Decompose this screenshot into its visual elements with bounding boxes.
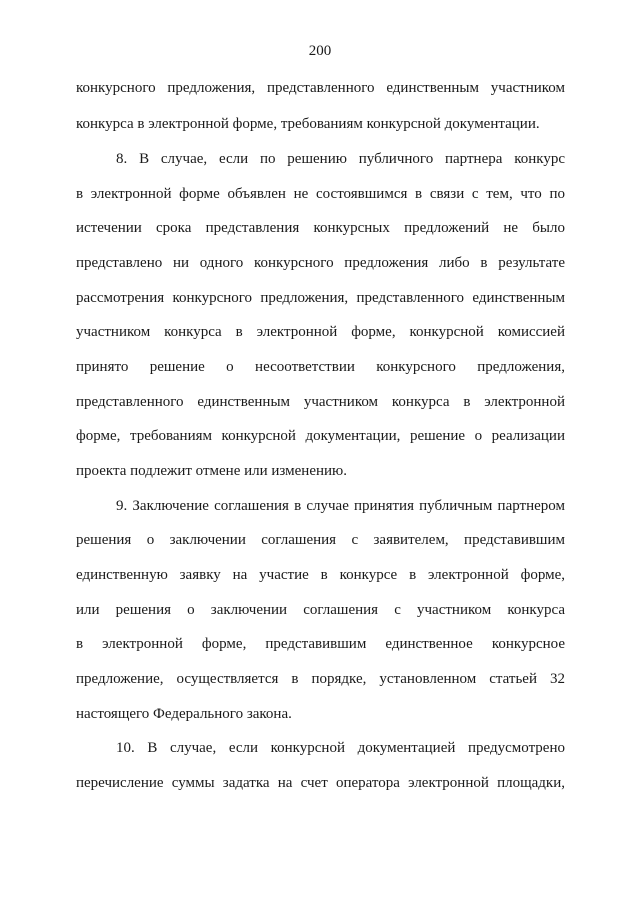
text-line: конкурсного предложения, представленного единственным участником [76,80,565,96]
text-line: предложение, осуществляется в порядке, установленном статьей 32 [76,671,565,687]
text-line: принято решение о несоответствии конкурсного предложения, [76,359,565,375]
text-line: истечении срока представления конкурсных предложений не было [76,220,565,236]
page-number: 200 [308,43,332,59]
text-line: в электронной форме, представившим единственное конкурсное [76,636,565,652]
text-line: представлено ни одного конкурсного предложения либо в результате [76,255,565,271]
text-line: рассмотрения конкурсного предложения, представленного единственным [76,290,565,306]
text-line: конкурса в электронной форме, требованиям конкурсной документации. [76,116,540,132]
text-line: настоящего Федерального закона. [76,706,292,722]
text-line: перечисление суммы задатка на счет оператора электронной площадки, [76,775,565,791]
text-line: или решения о заключении соглашения с участником конкурса [76,602,565,618]
text-line: участником конкурса в электронной форме, конкурсной комиссией [76,324,565,340]
paragraph-8-first-line: 8. В случае, если по решению публичного партнера конкурс [116,151,565,167]
text-line: решения о заключении соглашения с заявителем, представившим [76,532,565,548]
paragraph-10-first-line: 10. В случае, если конкурсной документацией предусмотрено [116,740,565,756]
text-line: форме, требованиям конкурсной документации, решение о реализации [76,428,565,444]
paragraph-9-first-line: 9. Заключение соглашения в случае принятия публичным партнером [116,498,565,514]
text-line: единственную заявку на участие в конкурсе в электронной форме, [76,567,565,583]
text-line: в электронной форме объявлен не состоявшимся в связи с тем, что по [76,186,565,202]
text-line: проекта подлежит отмене или изменению. [76,463,347,479]
text-line: представленного единственным участником конкурса в электронной [76,394,565,410]
